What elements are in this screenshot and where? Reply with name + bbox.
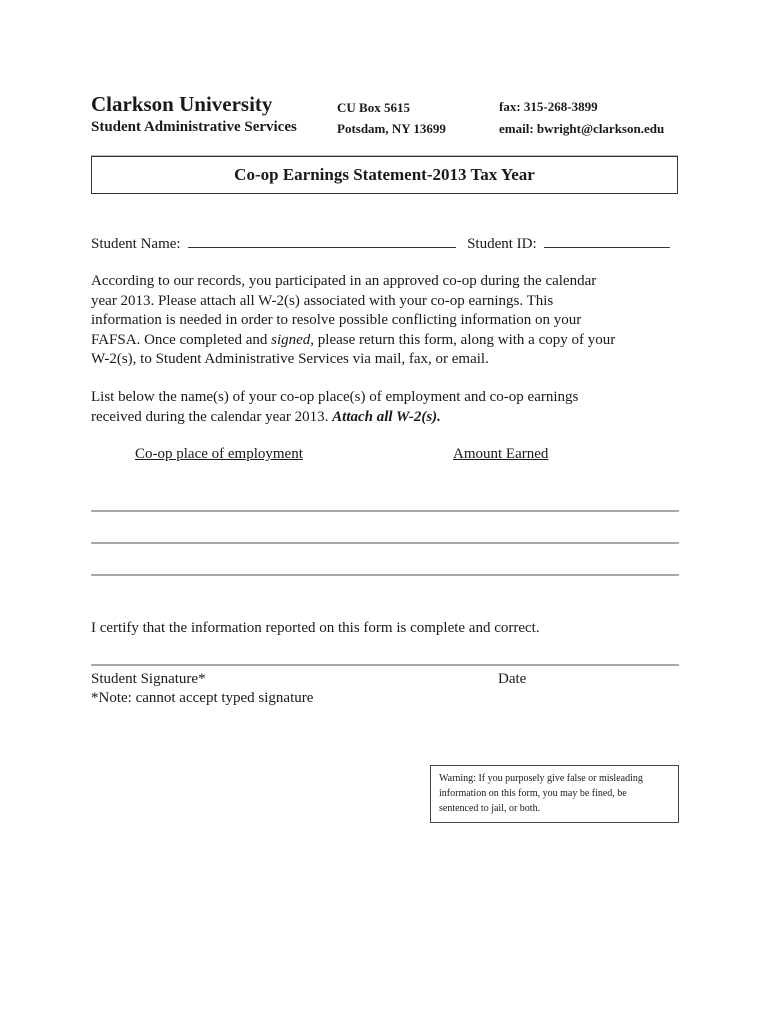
paragraph-line: information is needed in order to resolve possible conflicting information on your [91,312,582,328]
paragraph-line: W-2(s), to Student Administrative Services via mail, fax, or email. [91,351,489,367]
contact-email: email: bwright@clarkson.edu [499,121,665,136]
instructions-paragraph [91,272,691,370]
student-id-field[interactable] [544,233,670,248]
form-title: Co-op Earnings Statement-2013 Tax Year [91,156,678,194]
paragraph-line: FAFSA. Once completed and signed, please return this form, along with a copy of your [91,331,616,348]
employment-entry-line-3[interactable] [91,574,679,576]
student-info-row [91,233,670,253]
warning-line: Warning: If you purposely give false or misleading [439,773,643,784]
student-name-field[interactable] [188,233,456,248]
amount-column-header: Amount Earned [453,446,549,462]
certification-statement: I certify that the information reported on this form is complete and correct. [91,620,540,636]
paragraph-line: According to our records, you participated in an approved co-op during the calendar [91,273,597,289]
city-state-zip: Potsdam, NY 13699 [337,121,446,136]
list-instructions [91,388,691,427]
department-name: Student Administrative Services [91,119,297,135]
employment-entry-line-2[interactable] [91,542,679,544]
paragraph-line: received during the calendar year 2013. Attach all W-2(s). [91,408,441,425]
signature-line[interactable] [91,664,679,666]
university-name: Clarkson University [91,92,273,116]
signature-label: Student Signature* [91,671,206,687]
warning-box [430,765,679,823]
attach-w2-emphasis: Attach all W-2(s). [332,408,441,425]
warning-line: information on this form, you may be fined, be [439,788,627,799]
student-id-label: Student ID: [467,236,537,252]
fax-number: fax: 315-268-3899 [499,99,598,114]
signature-note: *Note: cannot accept typed signature [91,690,314,706]
paragraph-line: List below the name(s) of your co-op place(s) of employment and co-op earnings [91,389,579,405]
paragraph-line: year 2013. Please attach all W-2(s) associated with your co-op earnings. This [91,292,554,309]
warning-line: sentenced to jail, or both. [439,803,541,814]
employment-entry-line-1[interactable] [91,510,679,512]
date-label: Date [498,671,527,687]
signed-emphasis: signed [271,331,311,348]
employment-column-header: Co-op place of employment [135,446,303,462]
student-name-label: Student Name: [91,236,181,252]
mailing-box: CU Box 5615 [337,100,410,115]
